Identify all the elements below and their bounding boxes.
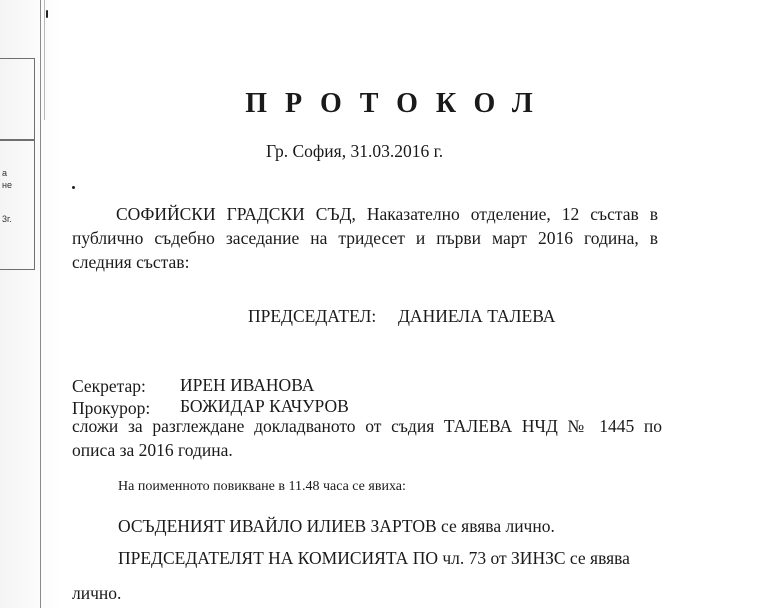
case-line-1: сложи за разглеждане докладваното от съдия ТАЛЕВА НЧД № 1445 по [72,416,662,436]
secretary-name: ИРЕН ИВАНОВА [180,375,315,395]
place-date: Гр. София, 31.03.2016 г. [266,141,444,161]
prosecutor-label: Прокурор: [72,398,151,418]
intro-line-1: СОФИЙСКИ ГРАДСКИ СЪД, Наказателно отделение, 12 състав в [116,204,658,224]
margin-fragment-2: не [2,180,12,190]
document-title: ПРОТОКОЛ [245,88,551,119]
chair-name: ДАНИЕЛА ТАЛЕВА [398,306,556,326]
scan-speck-top [46,10,48,18]
secretary-label: Секретар: [72,376,146,396]
chair-label: ПРЕДСЕДАТЕЛ: [248,306,377,326]
appearance-2-line2: лично. [72,583,122,603]
margin-fragment-1: а [2,168,8,178]
appearance-1: ОСЪДЕНИЯТ ИВАЙЛО ИЛИЕВ ЗАРТОВ се явява лично. [118,516,555,536]
scan-speck [72,186,75,189]
intro-line-2: публично съдебно заседание на тридесет и първи март 2016 година, в [72,228,658,248]
margin-box-lower [0,140,35,270]
intro-line-3: следния състав: [72,252,190,272]
prosecutor-name: БОЖИДАР КАЧУРОВ [180,396,349,416]
roll-call: На поименното повикване в 11.48 часа се явиха: [118,479,406,494]
case-line-2: описа за 2016 година. [72,440,233,460]
margin-fragment-3: 3г. [2,214,12,224]
appearance-2-line1: ПРЕДСЕДАТЕЛЯТ НА КОМИСИЯТА ПО чл. 73 от ЗИНЗС се явява [118,548,630,568]
